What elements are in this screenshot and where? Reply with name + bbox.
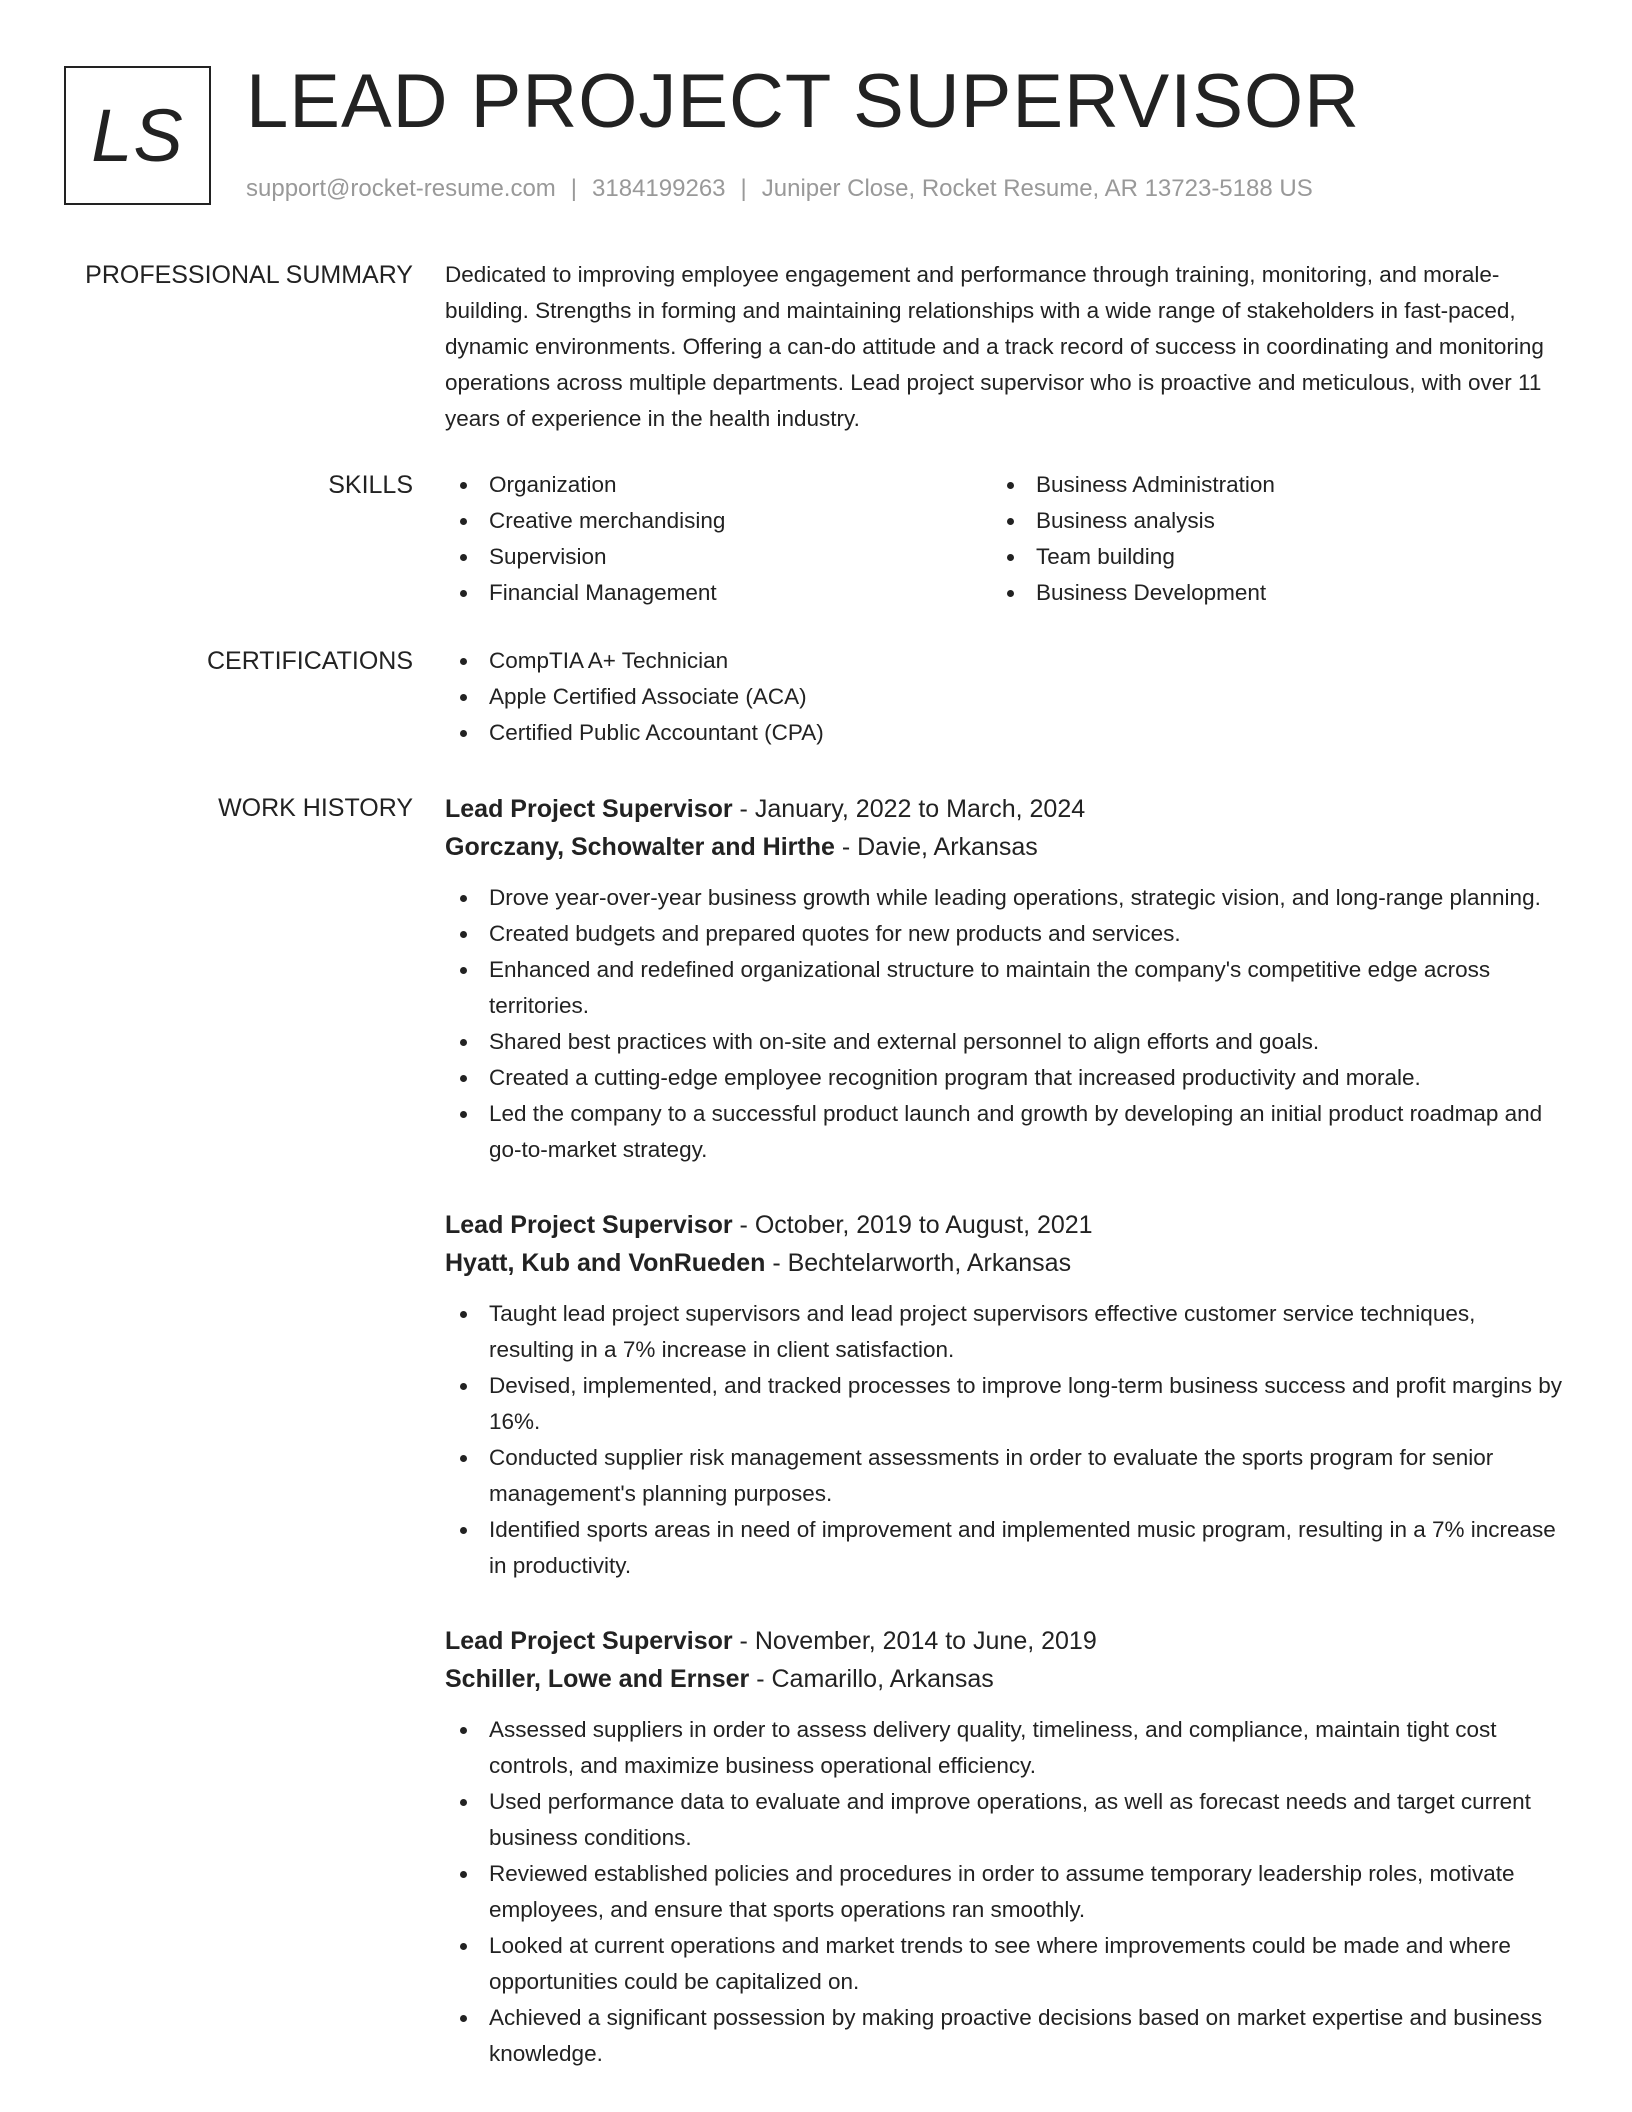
skill-item: Financial Management [445,575,992,611]
job-location: - Davie, Arkansas [834,833,1038,861]
job-bullet: Assessed suppliers in order to assess delivery quality, timeliness, and compliance, maintain tight cost controls, and maximize business operational efficiency. [445,1712,1565,1784]
section-label-skills: SKILLS [328,471,413,499]
job-bullet: Used performance data to evaluate and improve operations, as well as forecast needs and target current business conditions. [445,1784,1565,1856]
monogram-logo: LS [64,66,211,205]
certifications-body [445,643,1565,751]
work-history-body [445,790,1565,2110]
job-bullet: Led the company to a successful product launch and growth by developing an initial product roadmap and go-to-market strategy. [445,1096,1565,1168]
job-dates: - January, 2022 to March, 2024 [732,795,1086,823]
job-entry [445,790,1565,1168]
job-bullet: Shared best practices with on-site and external personnel to align efforts and goals. [445,1024,1565,1060]
certifications-list [445,643,1565,751]
skill-item: Creative merchandising [445,503,992,539]
certification-item: Apple Certified Associate (ACA) [445,679,1565,715]
job-bullet: Looked at current operations and market trends to see where improvements could be made and where opportunities could be capitalized on. [445,1928,1565,2000]
job-company: Hyatt, Kub and VonRueden [445,1249,766,1277]
certification-item: CompTIA A+ Technician [445,643,1565,679]
contact-separator: | [570,175,578,202]
contact-line [246,173,1313,205]
skill-item: Supervision [445,539,992,575]
job-bullets [445,1296,1565,1584]
job-bullet: Conducted supplier risk management assessments in order to evaluate the sports program for senior management's planning purposes. [445,1440,1565,1512]
skill-item: Business Development [992,575,1539,611]
job-company-line [445,1660,1565,1698]
job-bullets [445,880,1565,1168]
job-entry [445,1622,1565,2072]
job-company-line [445,1244,1565,1282]
job-dates: - November, 2014 to June, 2019 [732,1627,1097,1655]
job-title-line [445,790,1565,828]
job-company: Schiller, Lowe and Ernser [445,1665,750,1693]
skill-item: Team building [992,539,1539,575]
job-title: Lead Project Supervisor [445,795,733,823]
skill-item: Organization [445,467,992,503]
job-bullet: Taught lead project supervisors and lead project supervisors effective customer service techniques, resulting in a 7% increase in client satisfaction. [445,1296,1565,1368]
page-title: LEAD PROJECT SUPERVISOR [246,59,1361,144]
job-company-line [445,828,1565,866]
job-title-line [445,1622,1565,1660]
section-label-certifications: CERTIFICATIONS [206,647,413,675]
skills-grid [445,467,1565,611]
job-location: - Camarillo, Arkansas [749,1665,994,1693]
job-location: - Bechtelarworth, Arkansas [765,1249,1072,1277]
skills-column-2 [992,467,1539,611]
job-bullet: Devised, implemented, and tracked processes to improve long-term business success and profit margins by 16%. [445,1368,1565,1440]
section-label-summary: PROFESSIONAL SUMMARY [85,261,413,289]
job-bullet: Created budgets and prepared quotes for new products and services. [445,916,1565,952]
job-company: Gorczany, Schowalter and Hirthe [445,833,835,861]
summary-body [445,257,1565,437]
contact-address: Juniper Close, Rocket Resume, AR 13723-5188 US [761,175,1313,202]
job-title: Lead Project Supervisor [445,1627,733,1655]
summary-text: Dedicated to improving employee engagement and performance through training, monitoring, and morale-building. Strengths in forming and maintaining relationships with a wide range of stakeholders in fast-paced, dynamic environments. Offering a can-do attitude and a track record of success in coordinating and monitoring operations across multiple departments. Lead project supervisor who is proactive and meticulous, with over 11 years of experience in the health industry. [445,262,1544,431]
job-bullet: Enhanced and redefined organizational structure to maintain the company's competitive edge across territories. [445,952,1565,1024]
job-title: Lead Project Supervisor [445,1211,733,1239]
contact-separator: | [740,175,747,202]
skill-item: Business Administration [992,467,1539,503]
section-label-work-history: WORK HISTORY [218,794,413,822]
job-bullet: Created a cutting-edge employee recognition program that increased productivity and morale. [445,1060,1565,1096]
job-bullets [445,1712,1565,2072]
contact-phone[interactable]: 3184199263 [592,175,726,202]
skills-body [445,467,1565,611]
job-bullet: Achieved a significant possession by making proactive decisions based on market expertise and business knowledge. [445,2000,1565,2072]
job-dates: - October, 2019 to August, 2021 [732,1211,1093,1239]
skills-column-1 [445,467,992,611]
contact-email[interactable]: support@rocket-resume.com [246,175,556,202]
job-bullet: Identified sports areas in need of improvement and implemented music program, resulting in a 7% increase in productivity. [445,1512,1565,1584]
certification-item: Certified Public Accountant (CPA) [445,715,1565,751]
job-title-line [445,1206,1565,1244]
skill-item: Business analysis [992,503,1539,539]
job-entry [445,1206,1565,1584]
job-bullet: Reviewed established policies and procedures in order to assume temporary leadership roles, motivate employees, and ensure that sports operations ran smoothly. [445,1856,1565,1928]
job-bullet: Drove year-over-year business growth while leading operations, strategic vision, and long-range planning. [445,880,1565,916]
